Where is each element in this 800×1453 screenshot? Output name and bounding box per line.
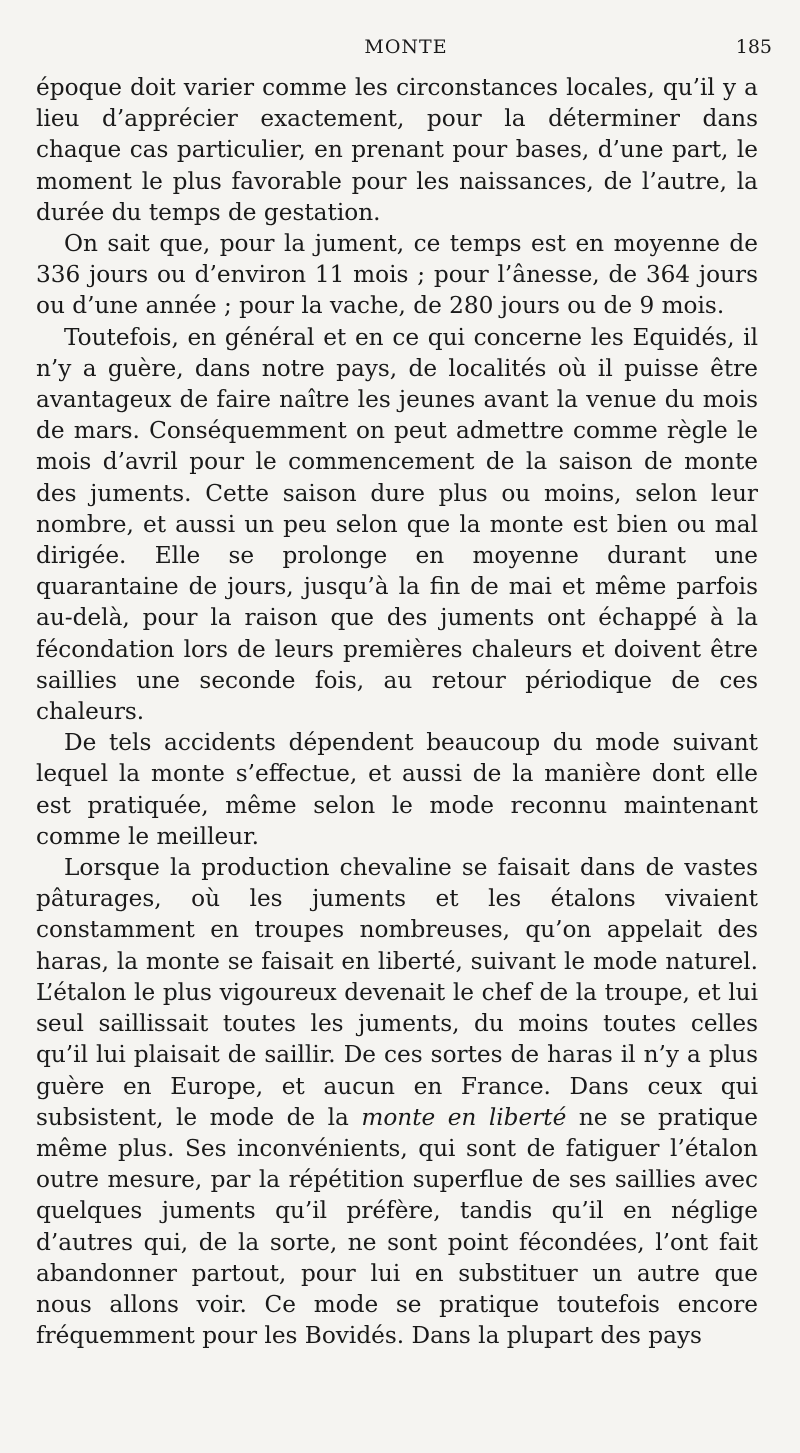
paragraph-continuation: époque doit varier comme les circonstances locales, qu’il y a lieu d’apprécier exactement, pour la déterminer dans chaque cas particulier, en prenant pour bases, d’une part, le moment le plus favorable pour les naissances, de l’autre, la durée du temps de gestation. bbox=[36, 74, 758, 226]
body-text bbox=[36, 72, 758, 1351]
page-number: 185 bbox=[735, 36, 772, 58]
running-head: MONTE bbox=[364, 36, 448, 58]
paragraph-text-before-italic: Lorsque la production chevaline se faisait dans de vastes pâturages, où les juments et les étalons vivaient constamment en troupes nombreuses, qu’on appelait des haras, la monte se faisait en liberté, suivant le mode naturel. L’étalon le plus vigoureux devenait le chef de la troupe, et lui seul saillissait toutes les juments, du moins toutes celles qu’il lui plaisait de saillir. De ces sortes de haras il n’y a plus guère en Europe, et aucun en France. Dans ceux qui subsistent, le mode de la bbox=[36, 854, 758, 1131]
paragraph-accidents: De tels accidents dépendent beaucoup du mode suivant lequel la monte s’effectue, et aussi de la manière dont elle est pratiquée, même selon le mode reconnu maintenant comme le meilleur. bbox=[36, 729, 758, 850]
paragraph-saison-monte: Toutefois, en général et en ce qui concerne les Equidés, il n’y a guère, dans notre pays, de localités où il puisse être avantageux de faire naître les jeunes avant la venue du mois de mars. Conséquemment on peut admettre comme règle le mois d’avril pour le commencement de la saison de monte des juments. Cette saison dure plus ou moins, selon leur nombre, et aussi un peu selon que la monte est bien ou mal dirigée. Elle se prolonge en moyenne durant une quarantaine de jours, jusqu’à la fin de mai et même parfois au-delà, pour la raison que des juments ont échappé à la fécondation lors de leurs premières chaleurs et doivent être saillies une seconde fois, au retour périodique de ces chaleurs. bbox=[36, 323, 758, 726]
paragraph-gestation: On sait que, pour la jument, ce temps est en moyenne de 336 jours ou d’environ 11 mois ; pour l’ânesse, de 364 jours ou d’une année ; pour la vache, de 280 jours ou de 9 mois. bbox=[36, 230, 758, 320]
paragraph-monte-liberte bbox=[36, 852, 758, 1351]
italic-term: monte en liberté bbox=[361, 1103, 567, 1131]
paragraph-text-after-italic: ne se pratique même plus. Ses inconvénients, qui sont de fatiguer l’étalon outre mesure, par la répétition superflue de ses saillies avec quelques juments qu’il préfère, tandis qu’il en néglige d’autres qui, de la sorte, ne sont point fécondées, l’ont fait abandonner partout, pour lui en substituer un autre que nous allons voir. Ce mode se pratique toutefois encore fréquemment pour les Bovidés. Dans la plupart des pays bbox=[36, 1103, 759, 1350]
page-header bbox=[36, 36, 776, 60]
